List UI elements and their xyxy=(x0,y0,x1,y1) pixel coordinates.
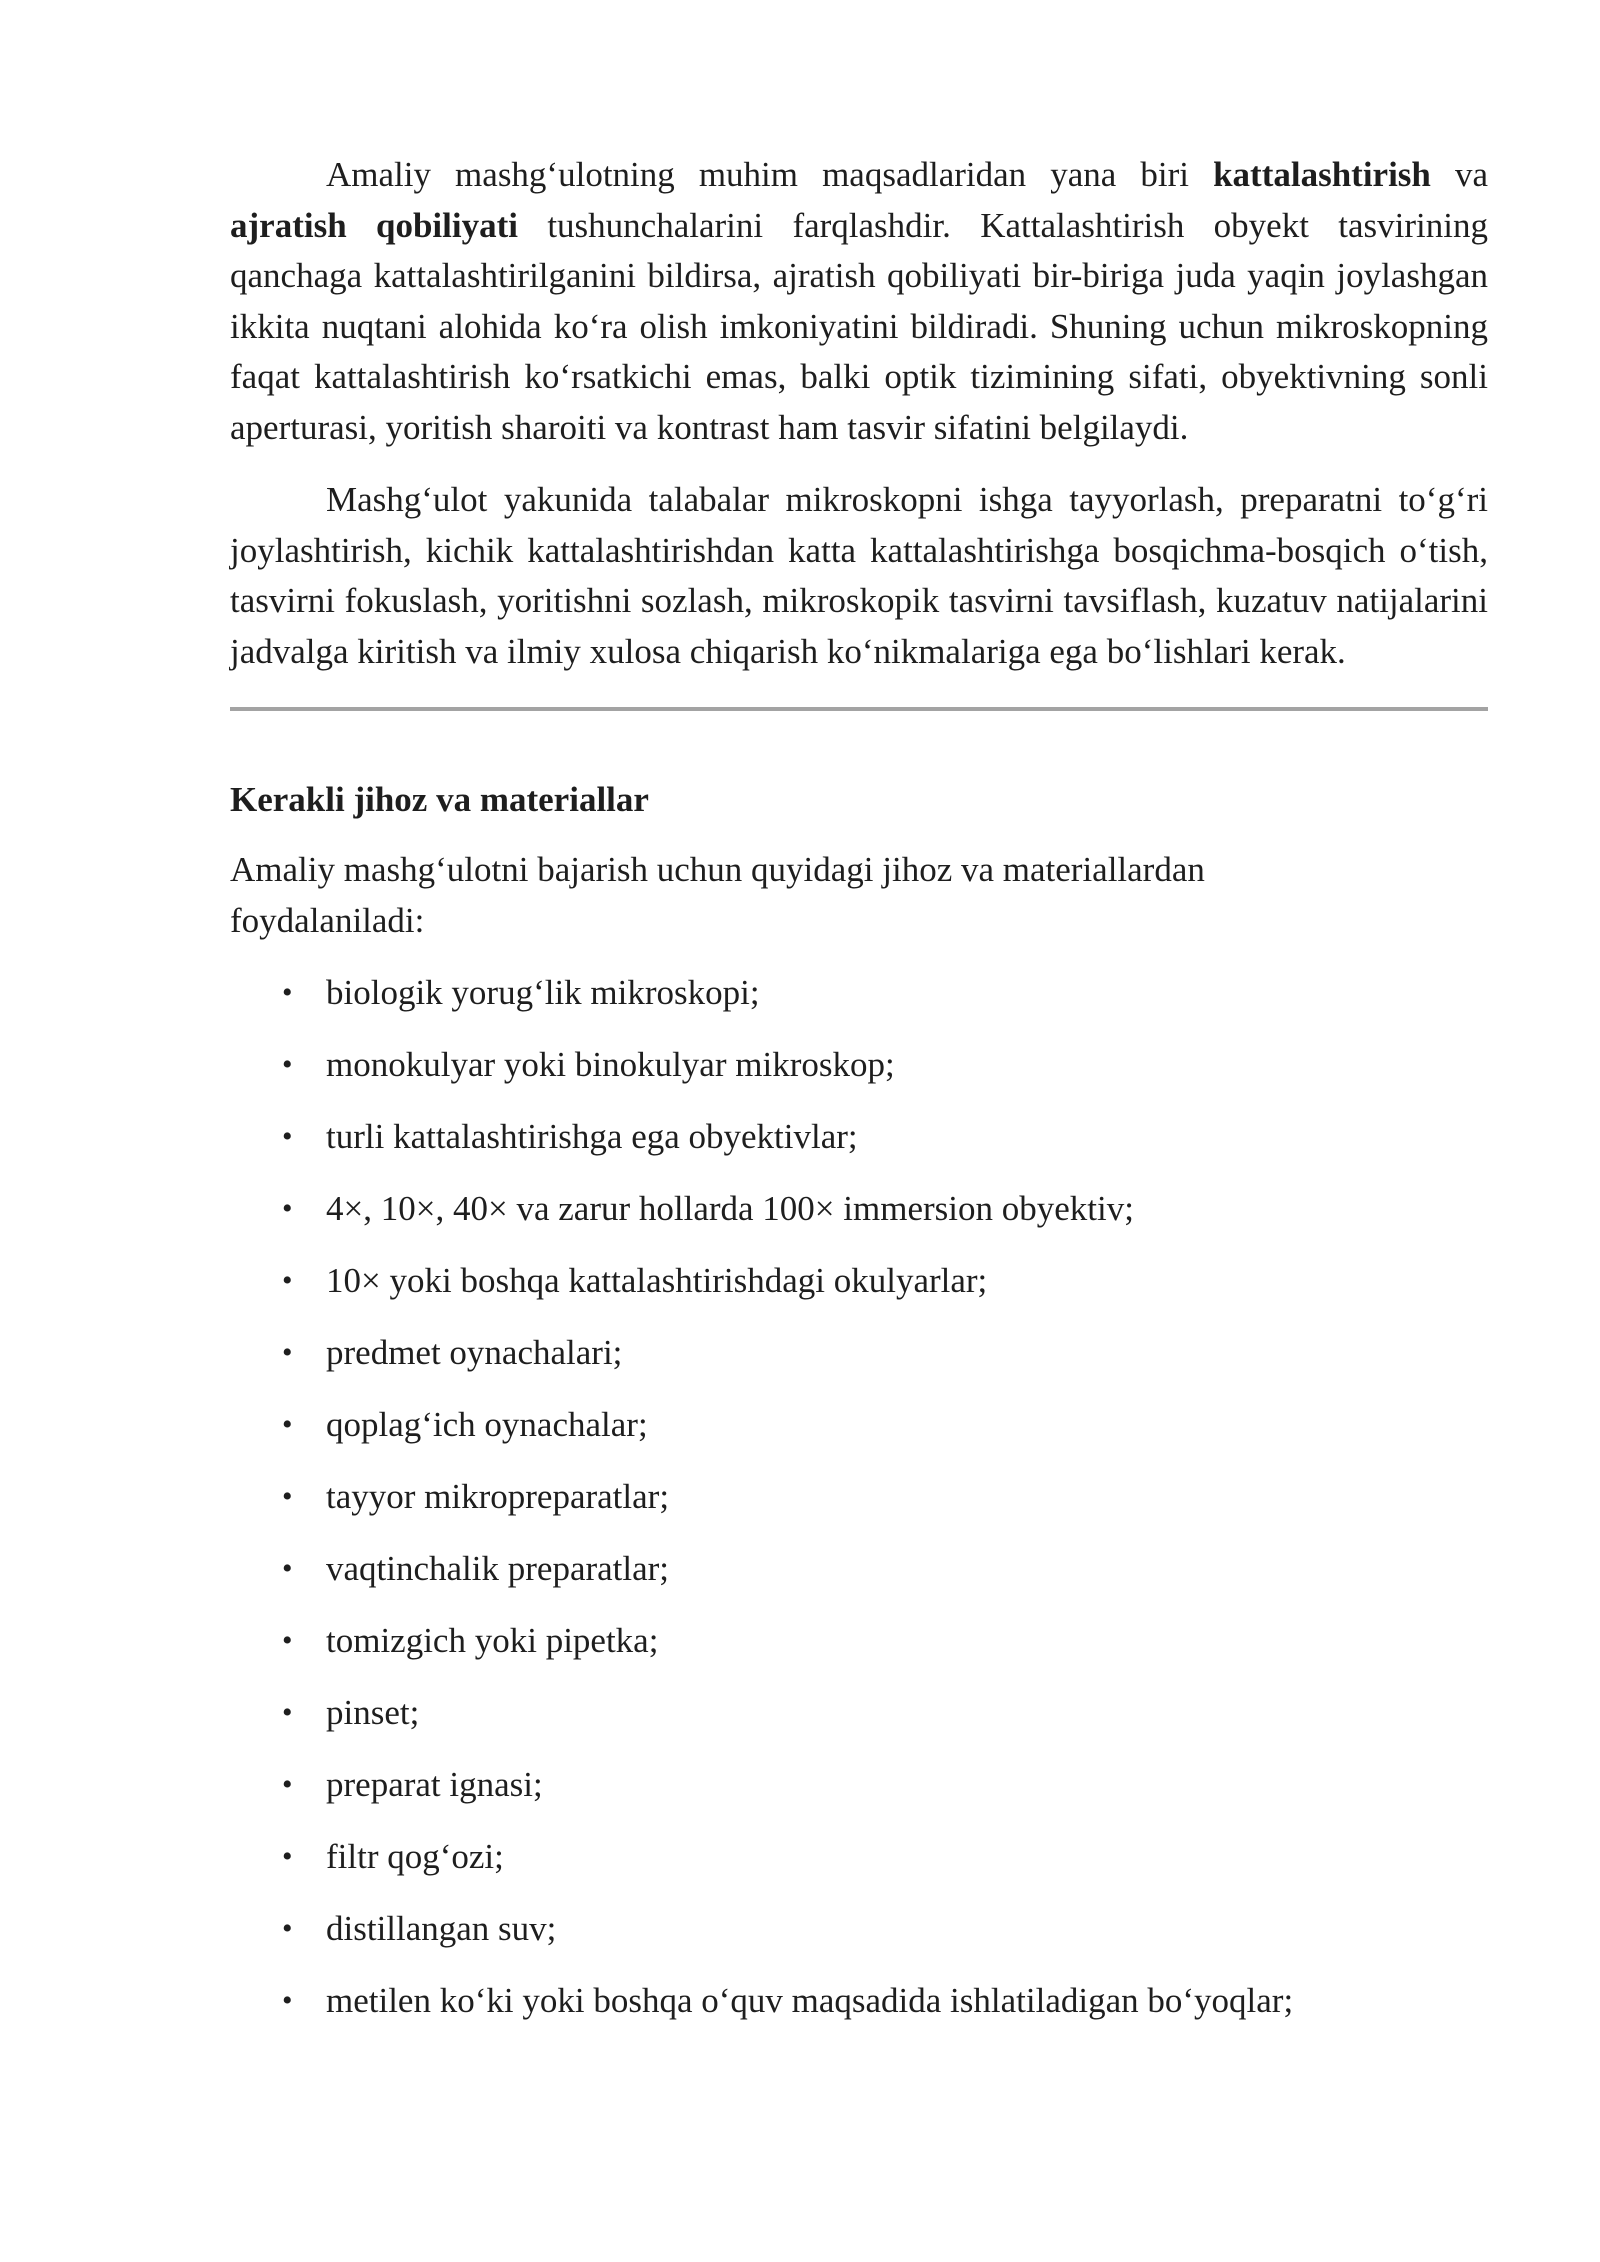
list-item xyxy=(230,1616,1488,1666)
list-item-text: tayyor mikropreparatlar; xyxy=(326,1477,670,1516)
document-page xyxy=(230,150,1488,2048)
list-item-text: tomizgich yoki pipetka; xyxy=(326,1621,659,1660)
paragraph-session-outcomes: Mashg‘ulot yakunida talabalar mikroskopni ishga tayyorlash, preparatni to‘g‘ri joylashtirish, kichik kattalashtirishdan katta kattalashtirishga bosqichma-bosqich o‘tish, tasvirni fokuslash, yoritishni sozlash, mikroskopik tasvirni tavsiflash, kuzatuv natijalarini jadvalga kiritish va ilmiy xulosa chiqarish ko‘nikmalariga ega bo‘lishlari kerak. xyxy=(230,480,1488,671)
list-item-text: vaqtinchalik preparatlar; xyxy=(326,1549,670,1588)
list-item xyxy=(230,1400,1488,1450)
list-item-text: turli kattalashtirishga ega obyektivlar; xyxy=(326,1117,858,1156)
bullet-icon: • xyxy=(282,1048,293,1081)
section-intro: Amaliy mashg‘ulotni bajarish uchun quyidagi jihoz va materiallardan foydalaniladi: xyxy=(230,850,1205,940)
paragraph-text: Amaliy mashg‘ulotning muhim maqsadlaridan yana biri xyxy=(326,155,1214,194)
bullet-icon: • xyxy=(282,1264,293,1297)
list-item-text: distillangan suv; xyxy=(326,1909,557,1948)
list-item xyxy=(230,1472,1488,1522)
list-item-text: metilen ko‘ki yoki boshqa o‘quv maqsadida ishlatiladigan bo‘yoqlar; xyxy=(326,1981,1294,2020)
list-item-text: pinset; xyxy=(326,1693,420,1732)
list-item-text: 4×, 10×, 40× va zarur hollarda 100× immersion obyektiv; xyxy=(326,1189,1134,1228)
bullet-icon: • xyxy=(282,1336,293,1369)
paragraph-text: tushunchalarini farqlashdir. Kattalashtirish obyekt tasvirining qanchaga kattalashtirilganini bildirsa, ajratish qobiliyati bir-biriga juda yaqin joylashgan ikkita nuqtani alohida ko‘ra olish imkoniyatini bildiradi. Shuning uchun mikroskopning faqat kattalashtirish ko‘rsatkichi emas, balki optik tizimining sifati, obyektivning sonli aperturasi, yoritish sharoiti va kontrast ham tasvir sifatini belgilaydi. xyxy=(230,205,1488,447)
section-heading: Kerakli jihoz va materiallar xyxy=(230,780,649,819)
list-item-text: preparat ignasi; xyxy=(326,1765,543,1804)
list-item xyxy=(230,1544,1488,1594)
list-item-text: biologik yorug‘lik mikroskopi; xyxy=(326,973,760,1012)
bullet-icon: • xyxy=(282,1984,293,2017)
list-item xyxy=(230,1256,1488,1306)
list-item xyxy=(230,1976,1488,2026)
list-item-text: filtr qog‘ozi; xyxy=(326,1837,504,1876)
bullet-icon: • xyxy=(282,976,293,1009)
bullet-icon: • xyxy=(282,1696,293,1729)
list-item xyxy=(230,1904,1488,1954)
bullet-icon: • xyxy=(282,1912,293,1945)
list-item xyxy=(230,1760,1488,1810)
list-item-text: predmet oynachalari; xyxy=(326,1333,623,1372)
bullet-icon: • xyxy=(282,1192,293,1225)
section-divider xyxy=(230,707,1488,711)
paragraph-magnification-resolution xyxy=(230,150,1488,453)
term-magnification: kattalashtirish xyxy=(1213,155,1431,194)
list-item xyxy=(230,968,1488,1018)
bullet-icon: • xyxy=(282,1552,293,1585)
list-item xyxy=(230,1832,1488,1882)
list-item-text: monokulyar yoki binokulyar mikroskop; xyxy=(326,1045,895,1084)
paragraph-text: va xyxy=(1430,155,1488,194)
list-item xyxy=(230,1184,1488,1234)
list-item xyxy=(230,1112,1488,1162)
bullet-icon: • xyxy=(282,1624,293,1657)
bullet-icon: • xyxy=(282,1408,293,1441)
term-resolution: ajratish qobiliyati xyxy=(230,205,518,245)
materials-list xyxy=(230,968,1488,2026)
list-item xyxy=(230,1040,1488,1090)
bullet-icon: • xyxy=(282,1840,293,1873)
bullet-icon: • xyxy=(282,1768,293,1801)
list-item xyxy=(230,1688,1488,1738)
list-item xyxy=(230,1328,1488,1378)
list-item-text: qoplag‘ich oynachalar; xyxy=(326,1405,648,1444)
list-item-text: 10× yoki boshqa kattalashtirishdagi okulyarlar; xyxy=(326,1261,988,1300)
bullet-icon: • xyxy=(282,1120,293,1153)
bullet-icon: • xyxy=(282,1480,293,1513)
